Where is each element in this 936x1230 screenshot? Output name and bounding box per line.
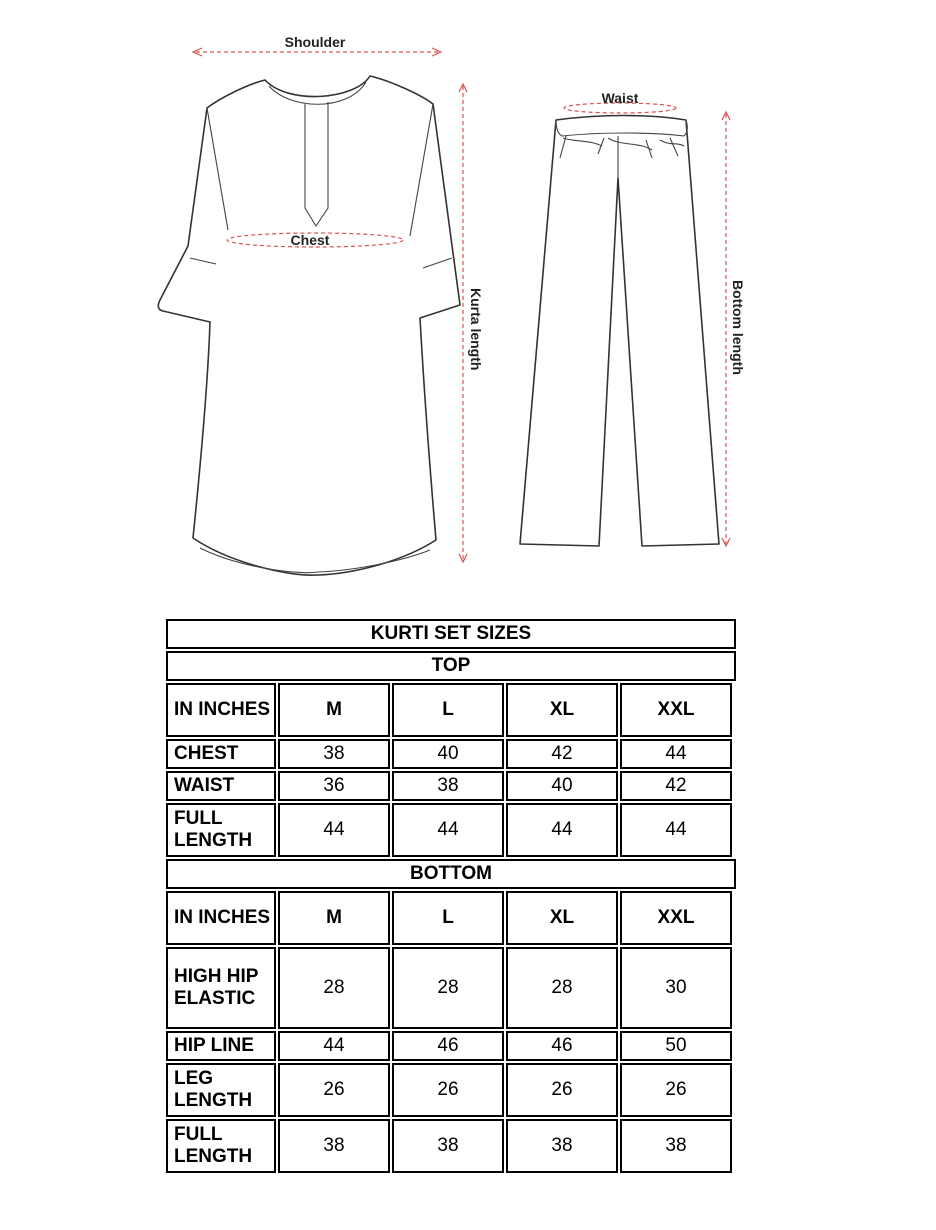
- table-cell: 28: [392, 947, 504, 1029]
- table-cell: 40: [392, 739, 504, 769]
- bottom-size-l: L: [392, 891, 504, 945]
- table-cell: 26: [506, 1063, 618, 1117]
- top-unit-label: IN INCHES: [166, 683, 276, 737]
- kurta-length-measure: [459, 84, 467, 562]
- row-label: HIGH HIP ELASTIC: [166, 947, 276, 1029]
- table-row: [166, 803, 736, 857]
- table-cell: 44: [506, 803, 618, 857]
- row-label: CHEST: [166, 739, 276, 769]
- table-cell: 42: [506, 739, 618, 769]
- table-cell: 26: [620, 1063, 732, 1117]
- table-cell: 44: [392, 803, 504, 857]
- garment-diagram: [0, 0, 936, 600]
- kurta-drawing: [158, 76, 460, 575]
- table-cell: 44: [620, 803, 732, 857]
- bottom-size-xl: XL: [506, 891, 618, 945]
- top-section-heading: TOP: [166, 651, 736, 681]
- chest-label: Chest: [290, 232, 330, 248]
- table-row: [166, 1031, 736, 1061]
- table-title: KURTI SET SIZES: [166, 619, 736, 649]
- table-row: [166, 947, 736, 1029]
- waist-label: Waist: [601, 90, 639, 106]
- bottom-length-measure: [722, 112, 730, 546]
- table-cell: 46: [392, 1031, 504, 1061]
- table-cell: 38: [392, 771, 504, 801]
- row-label: HIP LINE: [166, 1031, 276, 1061]
- row-label: LEG LENGTH: [166, 1063, 276, 1117]
- bottom-size-xxl: XXL: [620, 891, 732, 945]
- table-cell: 38: [278, 739, 390, 769]
- kurta-length-label: Kurta length: [468, 288, 484, 371]
- pants-drawing: [520, 116, 719, 547]
- table-row: [166, 771, 736, 801]
- table-cell: 28: [506, 947, 618, 1029]
- top-size-header-row: [166, 683, 736, 737]
- top-size-m: M: [278, 683, 390, 737]
- table-cell: 38: [278, 1119, 390, 1173]
- table-cell: 26: [392, 1063, 504, 1117]
- row-label: WAIST: [166, 771, 276, 801]
- top-size-l: L: [392, 683, 504, 737]
- table-cell: 44: [278, 1031, 390, 1061]
- table-cell: 46: [506, 1031, 618, 1061]
- table-cell: 38: [392, 1119, 504, 1173]
- row-label: FULL LENGTH: [166, 803, 276, 857]
- top-size-xxl: XXL: [620, 683, 732, 737]
- table-cell: 44: [620, 739, 732, 769]
- table-cell: 50: [620, 1031, 732, 1061]
- row-label: FULL LENGTH: [166, 1119, 276, 1173]
- table-row: [166, 1119, 736, 1173]
- table-cell: 38: [620, 1119, 732, 1173]
- bottom-length-label: Bottom length: [730, 280, 746, 375]
- table-cell: 26: [278, 1063, 390, 1117]
- bottom-size-m: M: [278, 891, 390, 945]
- bottom-unit-label: IN INCHES: [166, 891, 276, 945]
- table-row: [166, 739, 736, 769]
- table-cell: 30: [620, 947, 732, 1029]
- table-cell: 40: [506, 771, 618, 801]
- shoulder-label: Shoulder: [284, 34, 346, 50]
- bottom-section-heading: BOTTOM: [166, 859, 736, 889]
- bottom-size-header-row: [166, 891, 736, 945]
- top-size-xl: XL: [506, 683, 618, 737]
- table-cell: 42: [620, 771, 732, 801]
- table-cell: 28: [278, 947, 390, 1029]
- table-cell: 44: [278, 803, 390, 857]
- table-cell: 36: [278, 771, 390, 801]
- table-row: [166, 1063, 736, 1117]
- table-cell: 38: [506, 1119, 618, 1173]
- size-chart-table: [166, 619, 736, 1175]
